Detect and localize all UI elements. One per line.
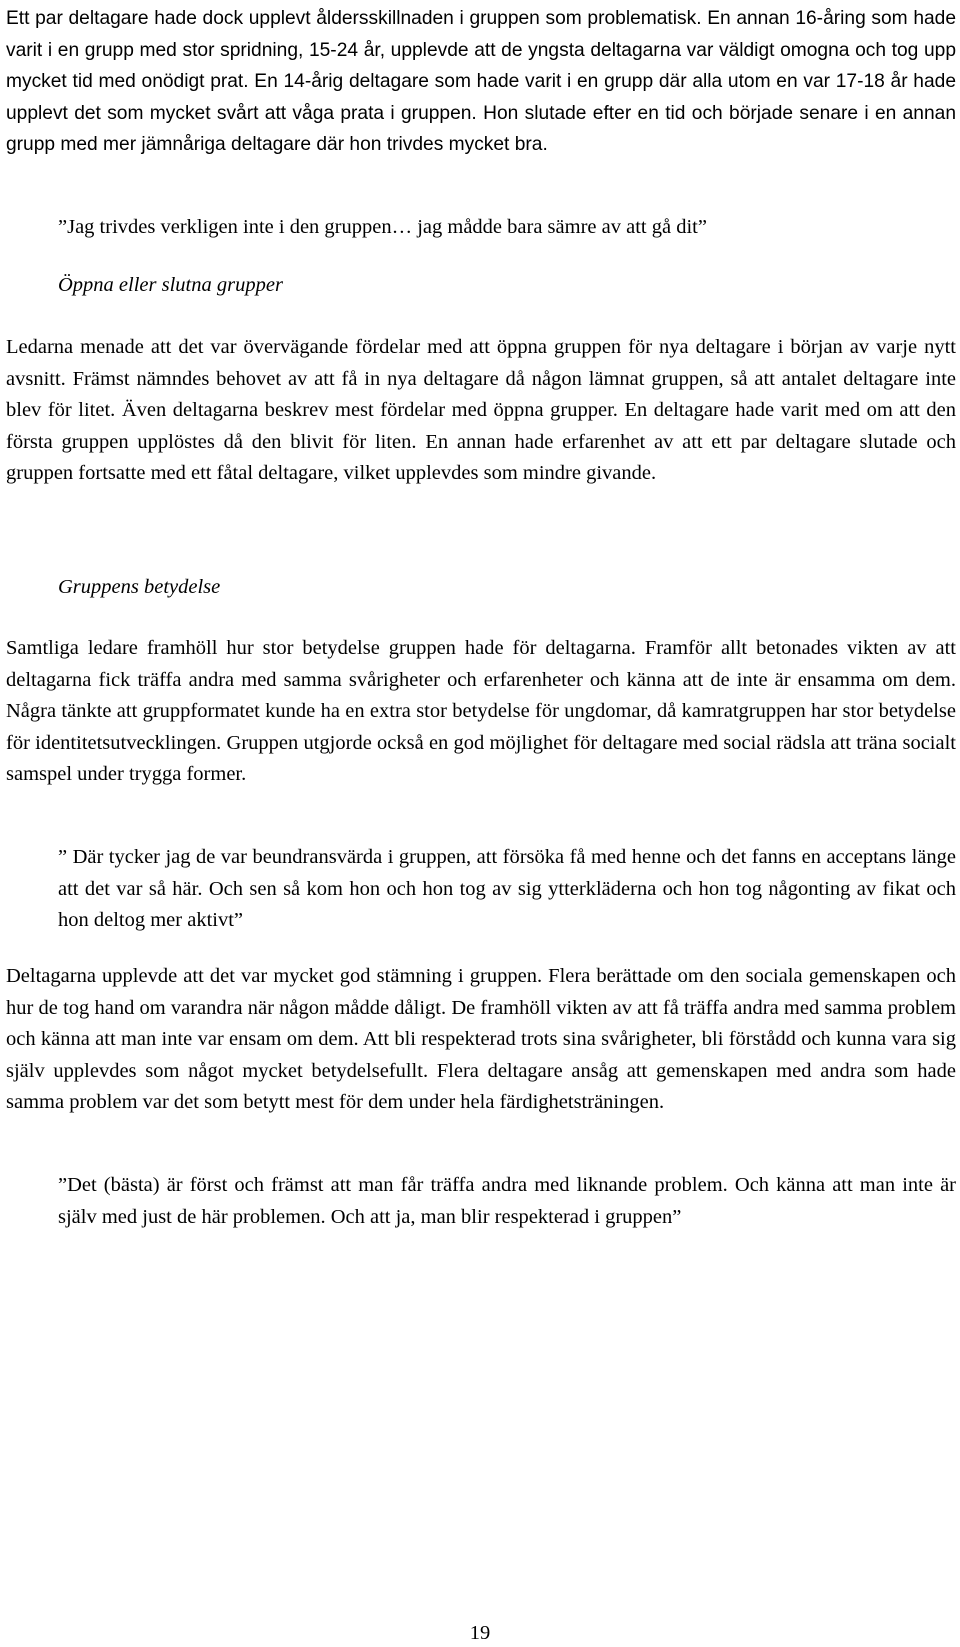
quote-did-not-enjoy-group: ”Jag trivdes verkligen inte i den gruppen… jag mådde bara sämre av att gå dit” [58, 216, 707, 238]
section-heading-open-or-closed-groups: Öppna eller slutna grupper [58, 274, 283, 296]
quote-admirable-group: ” Där tycker jag de var beundransvärda i gruppen, att försöka få med henne och det fanns en acceptans länge att det var så här. Och sen så kom hon och hon tog av sig ytterkläderna och hon tog någonting av fikat och hon deltog mer aktivt” [58, 846, 956, 931]
page-number: 19 [469, 1622, 491, 1644]
body-paragraph-age-differences: Ett par deltagare hade dock upplevt åldersskillnaden i gruppen som problematisk. En annan 16-åring som hade varit i en grupp med stor spridning, 15-24 år, upplevde att de yngsta deltagarna var väldigt omogna och tog upp mycket tid med onödigt prat. En 14-årig deltagare som hade varit i en grupp där alla utom en var 17-18 år hade upplevt det som mycket svårt att våga prata i gruppen. Hon slutade efter en tid och började senare i en annan grupp med mer jämnåriga deltagare där hon trivdes mycket bra. [6, 8, 956, 155]
quote-meeting-others: ”Det (bästa) är först och främst att man får träffa andra med liknande problem. Och känna att man inte är själv med just de här problemen. Och att ja, man blir respekterad i gruppen” [58, 1174, 956, 1228]
body-paragraph-group-atmosphere: Deltagarna upplevde att det var mycket god stämning i gruppen. Flera berättade om den sociala gemenskapen och hur de tog hand om varandra när någon mådde dåligt. De framhöll vikten av att få träffa andra med samma problem och känna att man inte var ensam om dem. Att bli respekterad trots sina svårigheter, bli förstådd och kunna vara sig själv upplevdes som något mycket betydelsefullt. Flera deltagare ansåg att gemenskapen med andra som hade samma problem var det som betytt mest för dem under hela färdighetsträningen. [6, 965, 956, 1113]
body-paragraph-open-groups: Ledarna menade att det var övervägande fördelar med att öppna gruppen för nya deltagare i början av varje nytt avsnitt. Främst nämndes behovet av att få in nya deltagare då någon lämnat gruppen, så att antalet deltagare inte blev för litet. Även deltagarna beskrev mest fördelar med öppna grupper. En deltagare hade varit med om att den första gruppen upplöstes då den blivit för liten. En annan hade erfarenhet av att ett par deltagare slutade och gruppen fortsatte med ett fåtal deltagare, vilket upplevdes som mindre givande. [6, 336, 956, 484]
body-paragraph-group-significance: Samtliga ledare framhöll hur stor betydelse gruppen hade för deltagarna. Framför allt betonades vikten av att deltagarna fick träffa andra med samma svårigheter och erfarenheter och känna att de inte är ensamma om dem. Några tänkte att gruppformatet kunde ha en extra stor betydelse för ungdomar, då kamratgruppen har stor betydelse för identitetsutvecklingen. Gruppen utgjorde också en god möjlighet för deltagare med social rädsla att träna socialt samspel under trygga former. [6, 637, 956, 785]
section-heading-group-significance: Gruppens betydelse [58, 576, 221, 598]
